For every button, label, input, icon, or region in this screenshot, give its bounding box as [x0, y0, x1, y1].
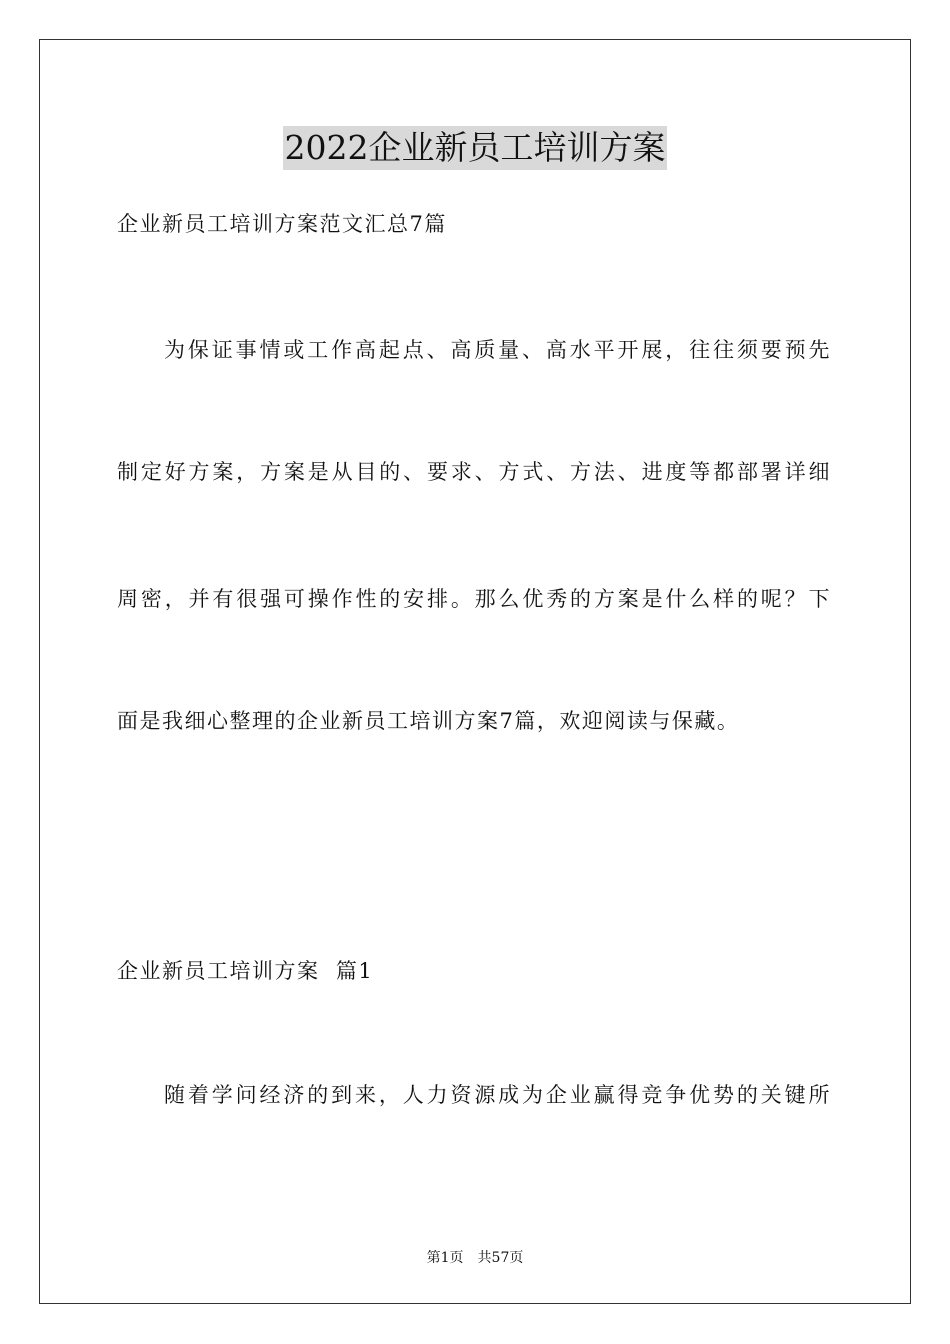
intro-line-3: 周密，并有很强可操作性的安排。那么优秀的方案是什么样的呢？下 [117, 587, 831, 611]
document-subtitle: 企业新员工培训方案范文汇总7篇 [117, 212, 447, 236]
section-paragraph-line: 随着学问经济的到来，人力资源成为企业赢得竞争优势的关键所 [164, 1083, 831, 1107]
document-title-text: 2022企业新员工培训方案 [283, 126, 668, 170]
page-total: 共57页 [477, 1250, 524, 1266]
intro-line-2: 制定好方案，方案是从目的、要求、方式、方法、进度等都部署详细 [117, 460, 831, 484]
page-number: 第1页 [426, 1250, 464, 1266]
document-title [0, 126, 950, 170]
intro-line-4: 面是我细心整理的企业新员工培训方案7篇，欢迎阅读与保藏。 [117, 709, 740, 733]
section-heading: 企业新员工培训方案 篇1 [117, 959, 374, 983]
page-footer [0, 1248, 950, 1268]
intro-line-1: 为保证事情或工作高起点、高质量、高水平开展，往往须要预先 [164, 338, 831, 362]
